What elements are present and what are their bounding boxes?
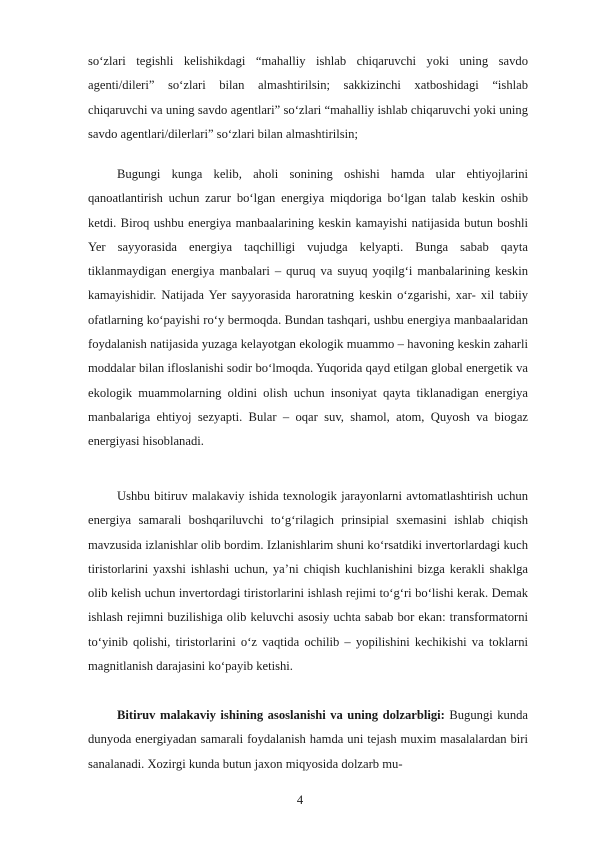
paragraph-energy-demand: Bugungi kunga kelib, aholi sonining oshishi hamda ular ehtiyojlarini qanoatlantirish uchun zarur bo‘lgan energiya miqdoriga bo‘lgan talab keskin oshib ketdi. Biroq ushbu energiya manbaalarining keskin kamayishi natijasida butun boshli Yer sayyorasida energiya taqchilligi vujudga kelyapti. Bunga sabab qayta tiklanmaydigan energiya manbalari – quruq va suyuq yoqilg‘i manbalarining keskin kamayishidir. Natijada Yer sayyorasida haroratning keskin o‘zgarishi, xar- xil tabiiy ofatlarning ko‘payishi ro‘y bermoqda. Bundan tashqari, ushbu energiya manbaalaridan foydalanish natijasida yuzaga kelayotgan ekologik muammo – havoning keskin zaharli moddalar bilan ifloslanishi sodir bo‘lmoqda. Yuqorida qayd etilgan global energetik va ekologik muammolarning oldini olish uchun insoniyat qayta tiklanadigan energiya manbalariga ehtiyoj sezyapti. Bular – oqar suv, shamol, atom, Quyosh va biogaz energiyasi hisoblanadi. — [88, 167, 528, 449]
paragraph-relevance-text: Bugungi kunda dunyoda energiyadan samarali foydalanish hamda uni tejash muxim masalalardan biri sanalanadi. Xozirgi kunda butun jaxon miqyosida dolzarb mu- — [88, 708, 529, 771]
paragraph-continuation: so‘zlari tegishli kelishikdagi “mahalliy ishlab chiqaruvchi yoki uning savdo agenti/dileri” so‘zlari bilan almashtirilsin; sakkizinchi xatboshidagi “ishlab chiqaruvchi va uning savdo agentlari” so‘zlari “mahalliy ishlab chiqaruvchi yoki uning savdo agentlari/dilerlari” so‘zlari bilan almashtirilsin; — [88, 54, 528, 141]
paragraph-thesis-research: Ushbu bitiruv malakaviy ishida texnologik jarayonlarni avtomatlashtirish uchun energiya samarali boshqariluvchi to‘g‘rilagich prinsipial sxemasini ishlab chiqish mavzusida izlanishlar olib bordim. Izlanishlarim shuni ko‘rsatdiki invertorlardagi kuch tiristorlarini yaxshi ishlashi uchun, ya’ni chiqish kuchlanishini bizga kerakli shaklga olib kelish uchun invertordagi tiristorlarini ishlash rejimi to‘g‘ri bo‘lishi kerak. Demak ishlash rejimni buzilishiga olib keluvchi asosiy uchta sabab bor ekan: transformatorni to‘yinib qolishi, tiristorlarini o‘z vaqtida ochilib – yopilishini kechikishi va toklarni magnitlanish darajasini ko‘payib ketishi. — [88, 489, 528, 674]
section-heading-inline: Bitiruv malakaviy ishining asoslanishi va uning dolzarbligi: — [117, 708, 445, 722]
paragraph-thesis-relevance — [88, 703, 528, 776]
page-number: 4 — [296, 793, 304, 807]
